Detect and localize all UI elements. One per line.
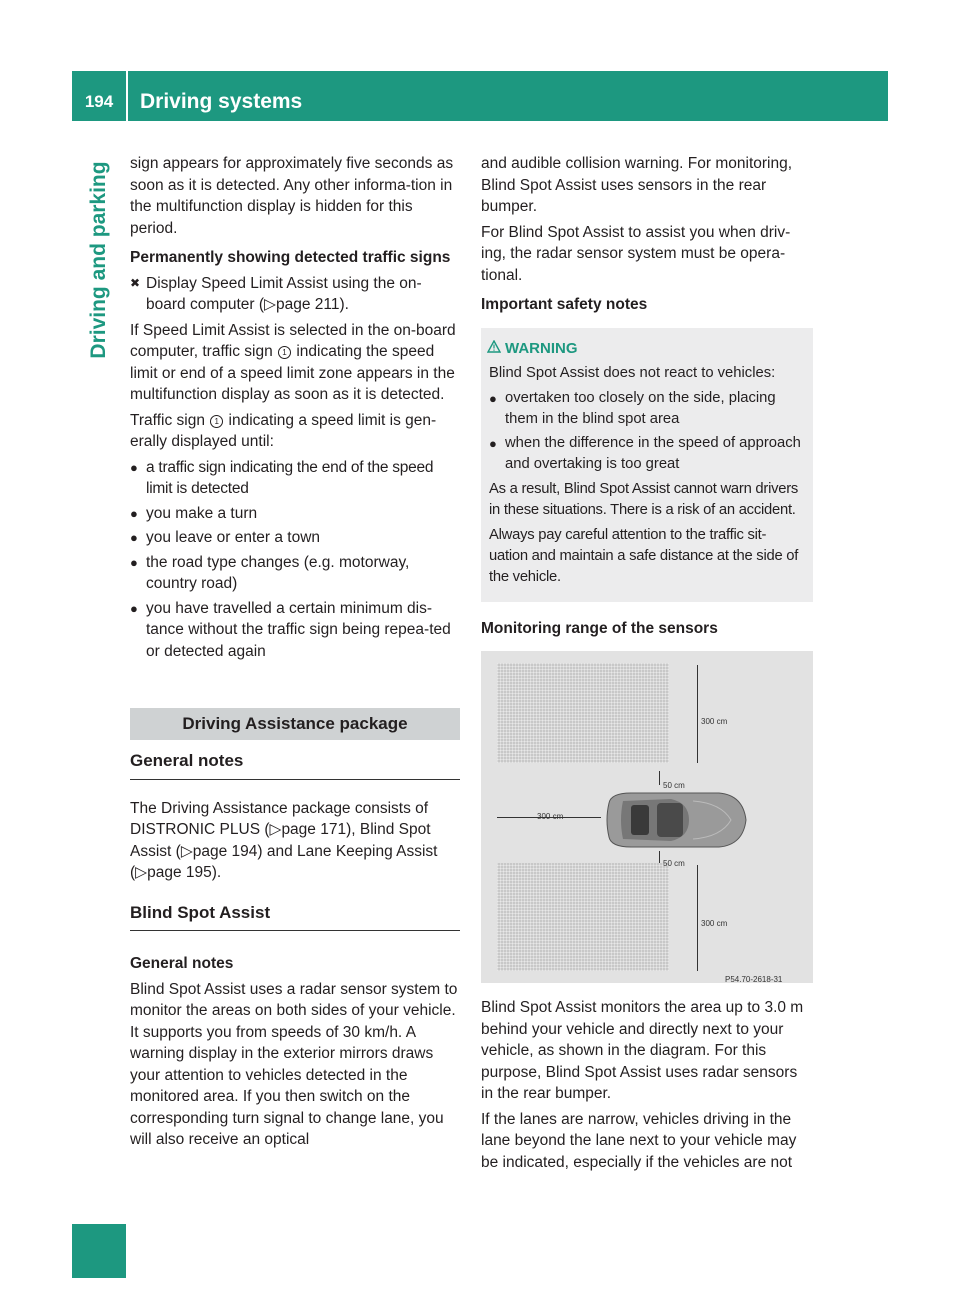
warning-title (489, 338, 805, 359)
dimension-line (697, 665, 698, 763)
vehicle-top-view (601, 789, 749, 851)
warning-intro: Blind Spot Assist does not react to vehicles: (489, 364, 776, 381)
list-item (130, 598, 460, 663)
step-arrow-icon: ✖ (130, 275, 141, 290)
list-item-text: when the difference in the speed of approach and overtaking is too great (505, 434, 801, 472)
heading-safety-notes: Important safety notes (481, 296, 648, 313)
paragraph: Blind Spot Assist uses a radar sensor system to monitor the areas on both sides of your vehicle. It supports you from speeds of 30 km/h. A warning display in the exterior mirrors draws your attention to vehicles detected in the monitored area. If you then switch on the corresponding turn signal to change lane, you will also receive an optical (130, 980, 458, 1148)
list-item-text: a traffic sign indicating the end of the speed limit is detected (146, 458, 434, 497)
page-ref-arrow-icon: ▷ (135, 864, 148, 881)
traffic-sign-ref-icon: 1 (278, 346, 291, 359)
page-ref-arrow-icon: ▷ (269, 821, 282, 838)
traffic-sign-ref-icon: 1 (210, 415, 223, 428)
paragraph-text: ) and Lane Keeping Assist ( (130, 842, 438, 881)
heading-monitoring-range: Monitoring range of the sensors (481, 619, 718, 637)
dimension-line (659, 851, 660, 863)
bullet-icon: ● (489, 435, 497, 451)
dim-label-300-left: 300 cm (537, 812, 564, 821)
paragraph-text: ), Blind Spot Assist ( (130, 821, 431, 860)
dim-label-50-top: 50 cm (663, 781, 685, 790)
page-ref-link[interactable]: page 171 (281, 821, 347, 838)
heading-blind-spot-assist: Blind Spot Assist (130, 902, 460, 932)
paragraph-text: ). (211, 864, 222, 881)
page-ref-link[interactable]: page 194 (192, 842, 258, 860)
bullet-icon: ● (130, 530, 138, 545)
paragraph-text: indicating the speed limit or end of a speed limit zone appears in the multifunction display as soon as it is detected. (130, 343, 455, 403)
instruction-step (130, 273, 460, 316)
bullet-icon: ● (489, 390, 497, 406)
figure-reference-code: P54.70-2618-31 (725, 975, 783, 983)
dim-label-300-bottom: 300 cm (701, 919, 728, 928)
page-ref-arrow-icon: ▷ (264, 296, 276, 313)
paragraph (130, 798, 460, 884)
heading-general-notes: General notes (130, 740, 460, 780)
header-divider (126, 71, 128, 121)
list-item-text: overtaken too closely on the side, placing them in the blind spot area (505, 389, 776, 427)
list-item (489, 433, 805, 475)
paragraph-text: The Driving Assistance package consists of DISTRONIC PLUS ( (130, 799, 429, 838)
paragraph: and audible collision warning. For monitoring, Blind Spot Assist uses sensors in the rear bumper. (481, 155, 793, 215)
list-item-text: the road type changes (e.g. motorway, country road) (146, 553, 410, 592)
condition-list (130, 457, 460, 663)
page-ref-arrow-icon: ▷ (180, 842, 193, 860)
paragraph: For Blind Spot Assist to assist you when driv-ing, the radar sensor system must be opera-tional. (481, 223, 791, 284)
list-item (130, 527, 460, 549)
warning-triangle-icon (487, 340, 501, 353)
step-text-end: ). (339, 296, 349, 313)
paragraph: sign appears for approximately five seconds as soon as it is detected. Any other informa-tion in the multifunction display is hidden for this period. (130, 155, 454, 237)
page-number: 194 (84, 92, 114, 111)
list-item (130, 503, 460, 525)
warning-paragraph: Always pay careful attention to the traffic sit-uation and maintain a safe distance at the side of the vehicle. (489, 526, 799, 585)
bullet-icon: ● (130, 459, 138, 475)
side-tab-label: Driving and parking (87, 161, 110, 359)
dim-label-300-top: 300 cm (701, 717, 728, 726)
step-text: Display Speed Limit Assist using the on-board computer ( (146, 274, 422, 313)
paragraph-text: indicating a speed limit is gen-erally displayed until: (130, 411, 437, 450)
section-title: Driving Assistance package (130, 708, 460, 740)
monitored-zone-bottom (497, 863, 669, 971)
list-item-text: you make a turn (146, 504, 258, 522)
dim-label-50-bottom: 50 cm (663, 859, 685, 868)
paragraph: Blind Spot Assist monitors the area up to 3.0 m behind your vehicle and directly next to your vehicle, as shown in the diagram. For this purpose, Blind Spot Assist uses radar sensors in the rear bumper. (481, 999, 804, 1102)
bullet-icon: ● (130, 505, 138, 521)
monitored-zone-top (497, 663, 669, 763)
paragraph (130, 410, 460, 453)
paragraph-text: If Speed Limit Assist is selected in the on-board computer, traffic sign (130, 321, 456, 360)
dimension-line (659, 771, 660, 785)
sensor-range-diagram (481, 651, 813, 983)
list-item-text: you leave or enter a town (146, 529, 321, 546)
paragraph: If the lanes are narrow, vehicles driving in the lane beyond the lane next to your vehicle may be indicated, especially if the vehicles are not (481, 1110, 797, 1171)
warning-box (481, 328, 813, 602)
side-tab-marker (72, 1224, 126, 1278)
list-item (130, 457, 460, 500)
paragraph-text: Traffic sign (130, 411, 210, 429)
page-ref-link[interactable]: page 211 (275, 296, 340, 313)
heading-permanent-signs: Permanently showing detected traffic signs (130, 249, 451, 266)
dimension-line (697, 865, 698, 971)
warning-title-text: WARNING (505, 339, 578, 357)
bullet-icon: ● (130, 554, 138, 570)
bullet-icon: ● (130, 600, 138, 616)
chapter-title: Driving systems (140, 90, 303, 113)
list-item-text: you have travelled a certain minimum dis-tance without the traffic sign being repea-ted or detected again (146, 599, 451, 660)
heading-bsa-general-notes: General notes (130, 955, 234, 972)
list-item (489, 388, 805, 430)
right-column (481, 153, 813, 1177)
page-ref-link[interactable]: page 195 (147, 864, 212, 881)
paragraph (130, 320, 460, 406)
list-item (130, 552, 460, 595)
left-column (130, 153, 460, 1155)
warning-paragraph: As a result, Blind Spot Assist cannot warn drivers in these situations. There is a risk of an accident. (489, 480, 799, 518)
warning-list (489, 388, 805, 475)
